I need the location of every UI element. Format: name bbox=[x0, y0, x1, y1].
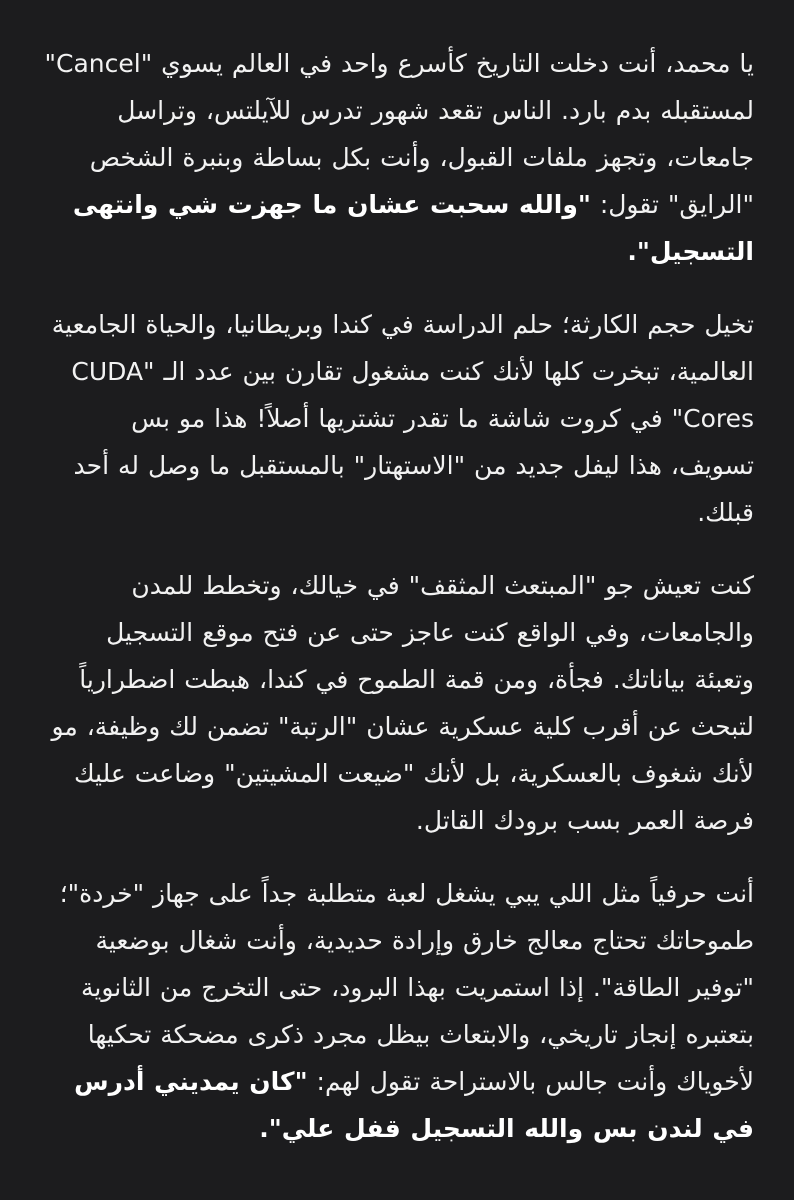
paragraph-4 bbox=[40, 870, 754, 1152]
paragraph-1-bold-quote: "والله سحبت عشان ما جهزت شي وانتهى التسجيل". bbox=[72, 190, 754, 266]
paragraph-4-text: أنت حرفياً مثل اللي يبي يشغل لعبة متطلبة جداً على جهاز "خردة"؛ طموحاتك تحتاج معالج خارق وإرادة حديدية، وأنت شغال بوضعية "توفير الطاقة". إذا استمريت بهذا البرود، حتى التخرج من الثانوية بتعتبره إنجاز تاريخي، والابتعاث بيظل مجرد ذكرى مضحكة تحكيها لأخوياك وأنت جالس بالاستراحة تقول لهم: bbox=[59, 879, 754, 1096]
paragraph-3-text: كنت تعيش جو "المبتعث المثقف" في خيالك، وتخطط للمدن والجامعات، وفي الواقع كنت عاجز حتى عن فتح موقع التسجيل وتعبئة بياناتك. فجأة، ومن قمة الطموح في كندا، هبطت اضطرارياً لتبحث عن أقرب كلية عسكرية عشان "الرتبة" تضمن لك وظيفة، مو لأنك شغوف بالعسكرية، بل لأنك "ضيعت المشيتين" وضاعت عليك فرصة العمر بسب برودك القاتل. bbox=[51, 571, 754, 835]
paragraph-3 bbox=[40, 562, 754, 844]
paragraph-2-text: تخيل حجم الكارثة؛ حلم الدراسة في كندا وبريطانيا، والحياة الجامعية العالمية، تبخرت كلها لأنك كنت مشغول تقارن بين عدد الـ "CUDA Cores" في كروت شاشة ما تقدر تشتريها أصلاً! هذا مو بس تسويف، هذا ليفل جديد من "الاستهتار" بالمستقبل ما وصل له أحد قبلك. bbox=[51, 310, 754, 527]
paragraph-2 bbox=[40, 301, 754, 536]
paragraph-1 bbox=[40, 40, 754, 275]
paragraph-4-bold-quote: "كان يمديني أدرس في لندن بس والله التسجيل قفل علي". bbox=[74, 1067, 754, 1143]
paragraph-1-text: يا محمد، أنت دخلت التاريخ كأسرع واحد في العالم يسوي "Cancel" لمستقبله بدم بارد. الناس تقعد شهور تدرس للآيلتس، وتراسل جامعات، وتجهز ملفات القبول، وأنت بكل بساطة وبنبرة الشخص "الرايق" تقول: bbox=[44, 49, 754, 219]
